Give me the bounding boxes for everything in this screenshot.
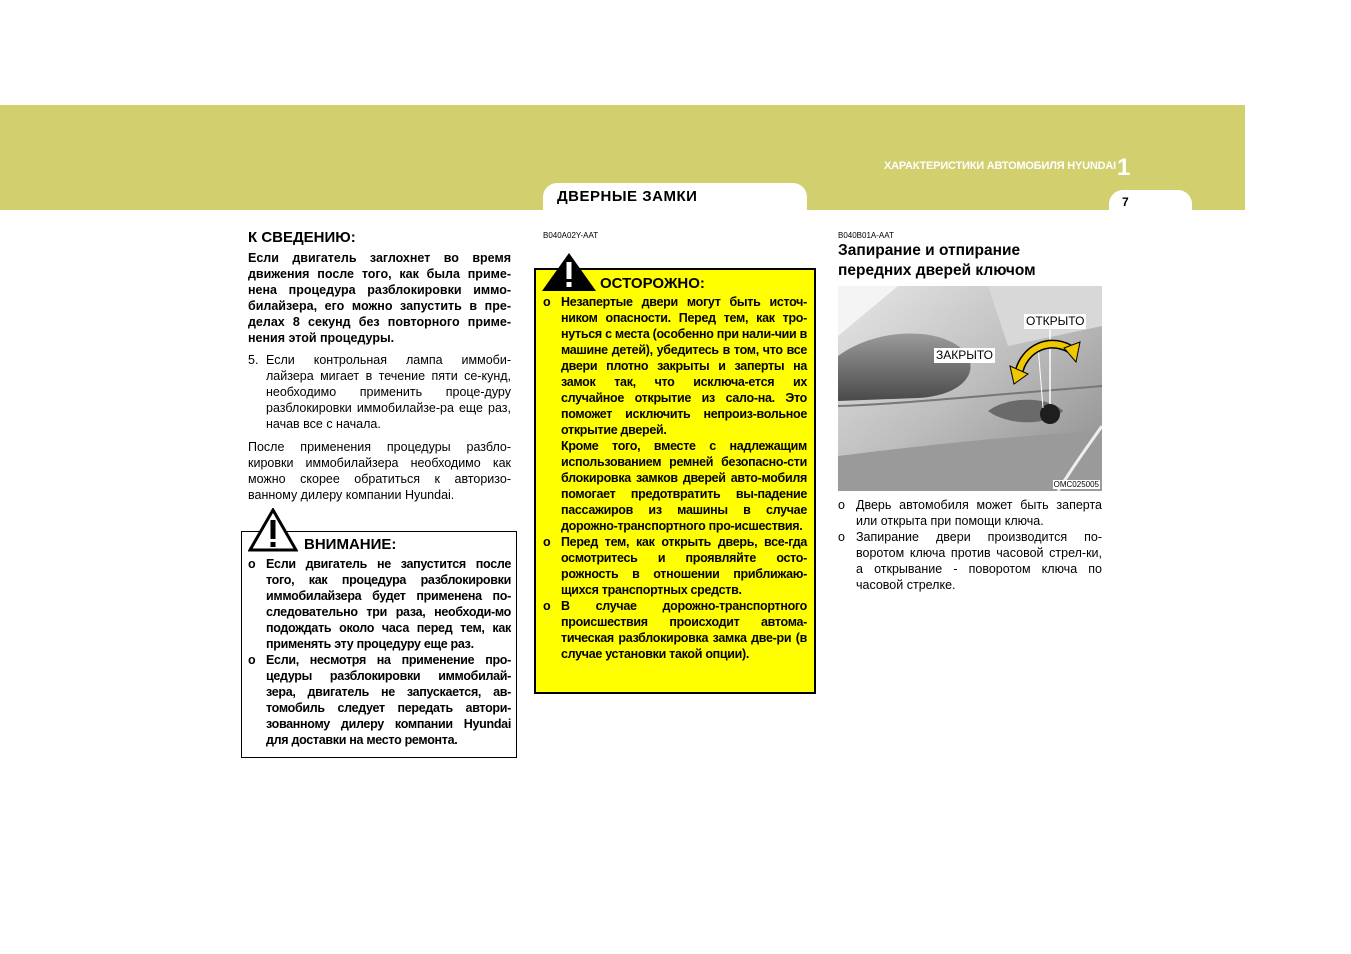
label-close: ЗАКРЫТО (936, 348, 993, 362)
section-title: ДВЕРНЫЕ ЗАМКИ (557, 188, 698, 205)
notice-text: Если двигатель заглохнет во время движения после того, как была приме-нена процедура разблокировки иммо-билайзера, его можно запустить в пре-делах 8 секунд без повторного приме-нения этой процедуры. (248, 251, 511, 345)
warning-triangle-icon (541, 252, 597, 292)
list-item: o В случае дорожно-транспортного происшествия происходит автома-тическая разблокировка замка две-ри (в случае установки такой опции). (543, 599, 807, 661)
warning-triangle-icon (248, 508, 298, 552)
list-item: o Запирание двери производится по-воротом ключа против часовой стрел-ки, а открывание - поворотом ключа по часовой стрелке. (838, 530, 1102, 592)
chapter-number: 1 (1117, 154, 1131, 181)
key-lock-list (838, 497, 1102, 593)
list-item: o Если, несмотря на применение про-цедуры разблокировки иммобилай-зера, двигатель не запускается, ав-томобиль следует передать автори-зованному дилеру компании Hyundai для доставки на место ремонта. (248, 653, 511, 747)
list-item: o Незапертые двери могут быть источ-ником опасности. Перед тем, как тро-нуться с места (особенно при нали-чии в машине детей), убедитесь в том, что все двери плотно закрыты и заперты на замок так, что исключа-ется их случайное открытие из сало-на. Это поможет исключить непроиз-вольное открытие дверей. Кроме того, вместе с надлежащим использованием ремней безопасно-сти блокировка замков дверей авто-мобиля помогает предотвратить вы-падение пассажиров из машины в случае дорожно-транспортного про-исшествия. (543, 295, 807, 533)
warning-heading: ОСТОРОЖНО: (600, 275, 705, 292)
warning-list (543, 294, 807, 662)
section-code: B040B01A-AAT (838, 231, 894, 240)
list-item: o Дверь автомобиля может быть заперта или открыта при помощи ключа. (838, 498, 1102, 528)
step-item (248, 352, 511, 432)
list-item: o Перед тем, как открыть дверь, все-гда осмотритесь и проявляйте осто-рожность в отношении приближаю-щихся транспортных средств. (543, 535, 807, 597)
step-number: 5. (248, 353, 259, 367)
page-number: 7 (1122, 195, 1129, 209)
list-item: o Если двигатель не запустится после того, как процедура разблокировки иммобилайзера будет применена по-следовательно три раза, необходи-мо подождать около часа перед тем, как применять эту процедуру еще раз. (248, 557, 511, 651)
chapter-title: ХАРАКТЕРИСТИКИ АВТОМОБИЛЯ HYUNDAI (883, 160, 1116, 172)
step-text: Если контрольная лампа иммоби-лайзера мигает в течение пяти се-кунд, необходимо применить проце-дуру разблокировки иммобилайзе-ра еще раз, начав все с начала. (266, 353, 511, 431)
caution-heading: ВНИМАНИЕ: (304, 536, 397, 553)
door-lock-figure (838, 286, 1102, 491)
subsection-title: Запирание и отпирание передних дверей ключом (838, 242, 1036, 279)
section-code: B040A02Y-AAT (543, 231, 599, 240)
notice-heading: К СВЕДЕНИЮ: (248, 229, 356, 246)
figure-code: OMC025005 (1053, 480, 1099, 489)
caution-list (248, 556, 511, 748)
dealer-paragraph: После применения процедуры разбло-кировки иммобилайзера необходимо как можно скорее обратиться к авторизо-ванному дилеру компании Hyundai. (248, 440, 511, 502)
label-open: ОТКРЫТО (1026, 314, 1085, 328)
